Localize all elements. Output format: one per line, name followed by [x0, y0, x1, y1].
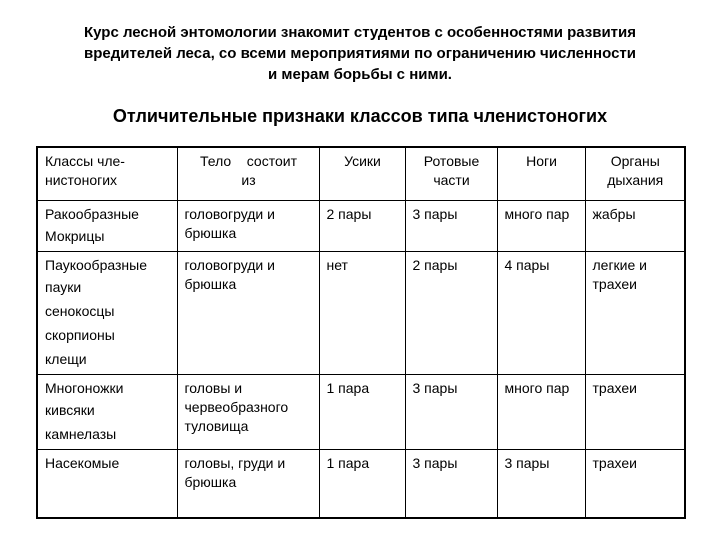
respiratory-cell: жабры	[585, 201, 685, 252]
class-example: камнелазы	[45, 426, 117, 442]
class-name: Многоножки	[45, 380, 124, 396]
class-cell	[37, 450, 177, 519]
antennae-cell: 1 пара	[319, 375, 405, 450]
legs-cell: много пар	[497, 375, 585, 450]
intro-line: Курс лесной энтомологии знакомит студентов с особенностями развития	[83, 24, 637, 41]
class-example: Мокрицы	[45, 228, 105, 244]
legs-cell: 4 пары	[497, 252, 585, 375]
class-cell	[37, 375, 177, 450]
table-row	[37, 201, 685, 252]
antennae-cell: 1 пара	[319, 450, 405, 519]
class-name: Паукообразные	[45, 257, 147, 273]
table-row	[37, 375, 685, 450]
header-body: Тело состоит из	[177, 147, 319, 201]
mouthparts-cell: 2 пары	[405, 252, 497, 375]
arthropod-classes-table	[36, 146, 686, 519]
header-antennae: Усики	[319, 147, 405, 201]
class-example: кивсяки	[45, 402, 95, 418]
header-respiratory: Органы дыхания	[585, 147, 685, 201]
body-cell: головы, груди и брюшка	[177, 450, 319, 519]
legs-cell: много пар	[497, 201, 585, 252]
table-row	[37, 450, 685, 519]
antennae-cell: нет	[319, 252, 405, 375]
antennae-cell: 2 пары	[319, 201, 405, 252]
table-row	[37, 252, 685, 375]
class-example: клещи	[45, 351, 87, 367]
body-cell: головогруди и брюшка	[177, 252, 319, 375]
class-example: сенокосцы	[45, 303, 115, 319]
mouthparts-cell: 3 пары	[405, 201, 497, 252]
respiratory-cell: трахеи	[585, 375, 685, 450]
header-mouthparts: Ротовые части	[405, 147, 497, 201]
respiratory-cell: трахеи	[585, 450, 685, 519]
legs-cell: 3 пары	[497, 450, 585, 519]
mouthparts-cell: 3 пары	[405, 450, 497, 519]
header-classes: Классы чле- нистоногих	[37, 147, 177, 201]
mouthparts-cell: 3 пары	[405, 375, 497, 450]
table-heading: Отличительные признаки классов типа членистоногих	[112, 106, 608, 126]
class-cell	[37, 252, 177, 375]
class-name: Ракообразные	[45, 206, 139, 222]
class-cell	[37, 201, 177, 252]
intro-paragraph	[40, 22, 680, 85]
body-cell: головы и червеобразного туловища	[177, 375, 319, 450]
class-name: Насекомые	[45, 455, 120, 471]
class-example: пауки	[45, 279, 82, 295]
intro-line: вредителей леса, со всеми мероприятиями по ограничению численности	[84, 45, 636, 62]
respiratory-cell: легкие и трахеи	[585, 252, 685, 375]
header-legs: Ноги	[497, 147, 585, 201]
intro-line: и мерам борьбы с ними.	[268, 66, 452, 83]
body-cell: головогруди и брюшка	[177, 201, 319, 252]
header-row	[37, 147, 685, 201]
class-example: скорпионы	[45, 327, 115, 343]
